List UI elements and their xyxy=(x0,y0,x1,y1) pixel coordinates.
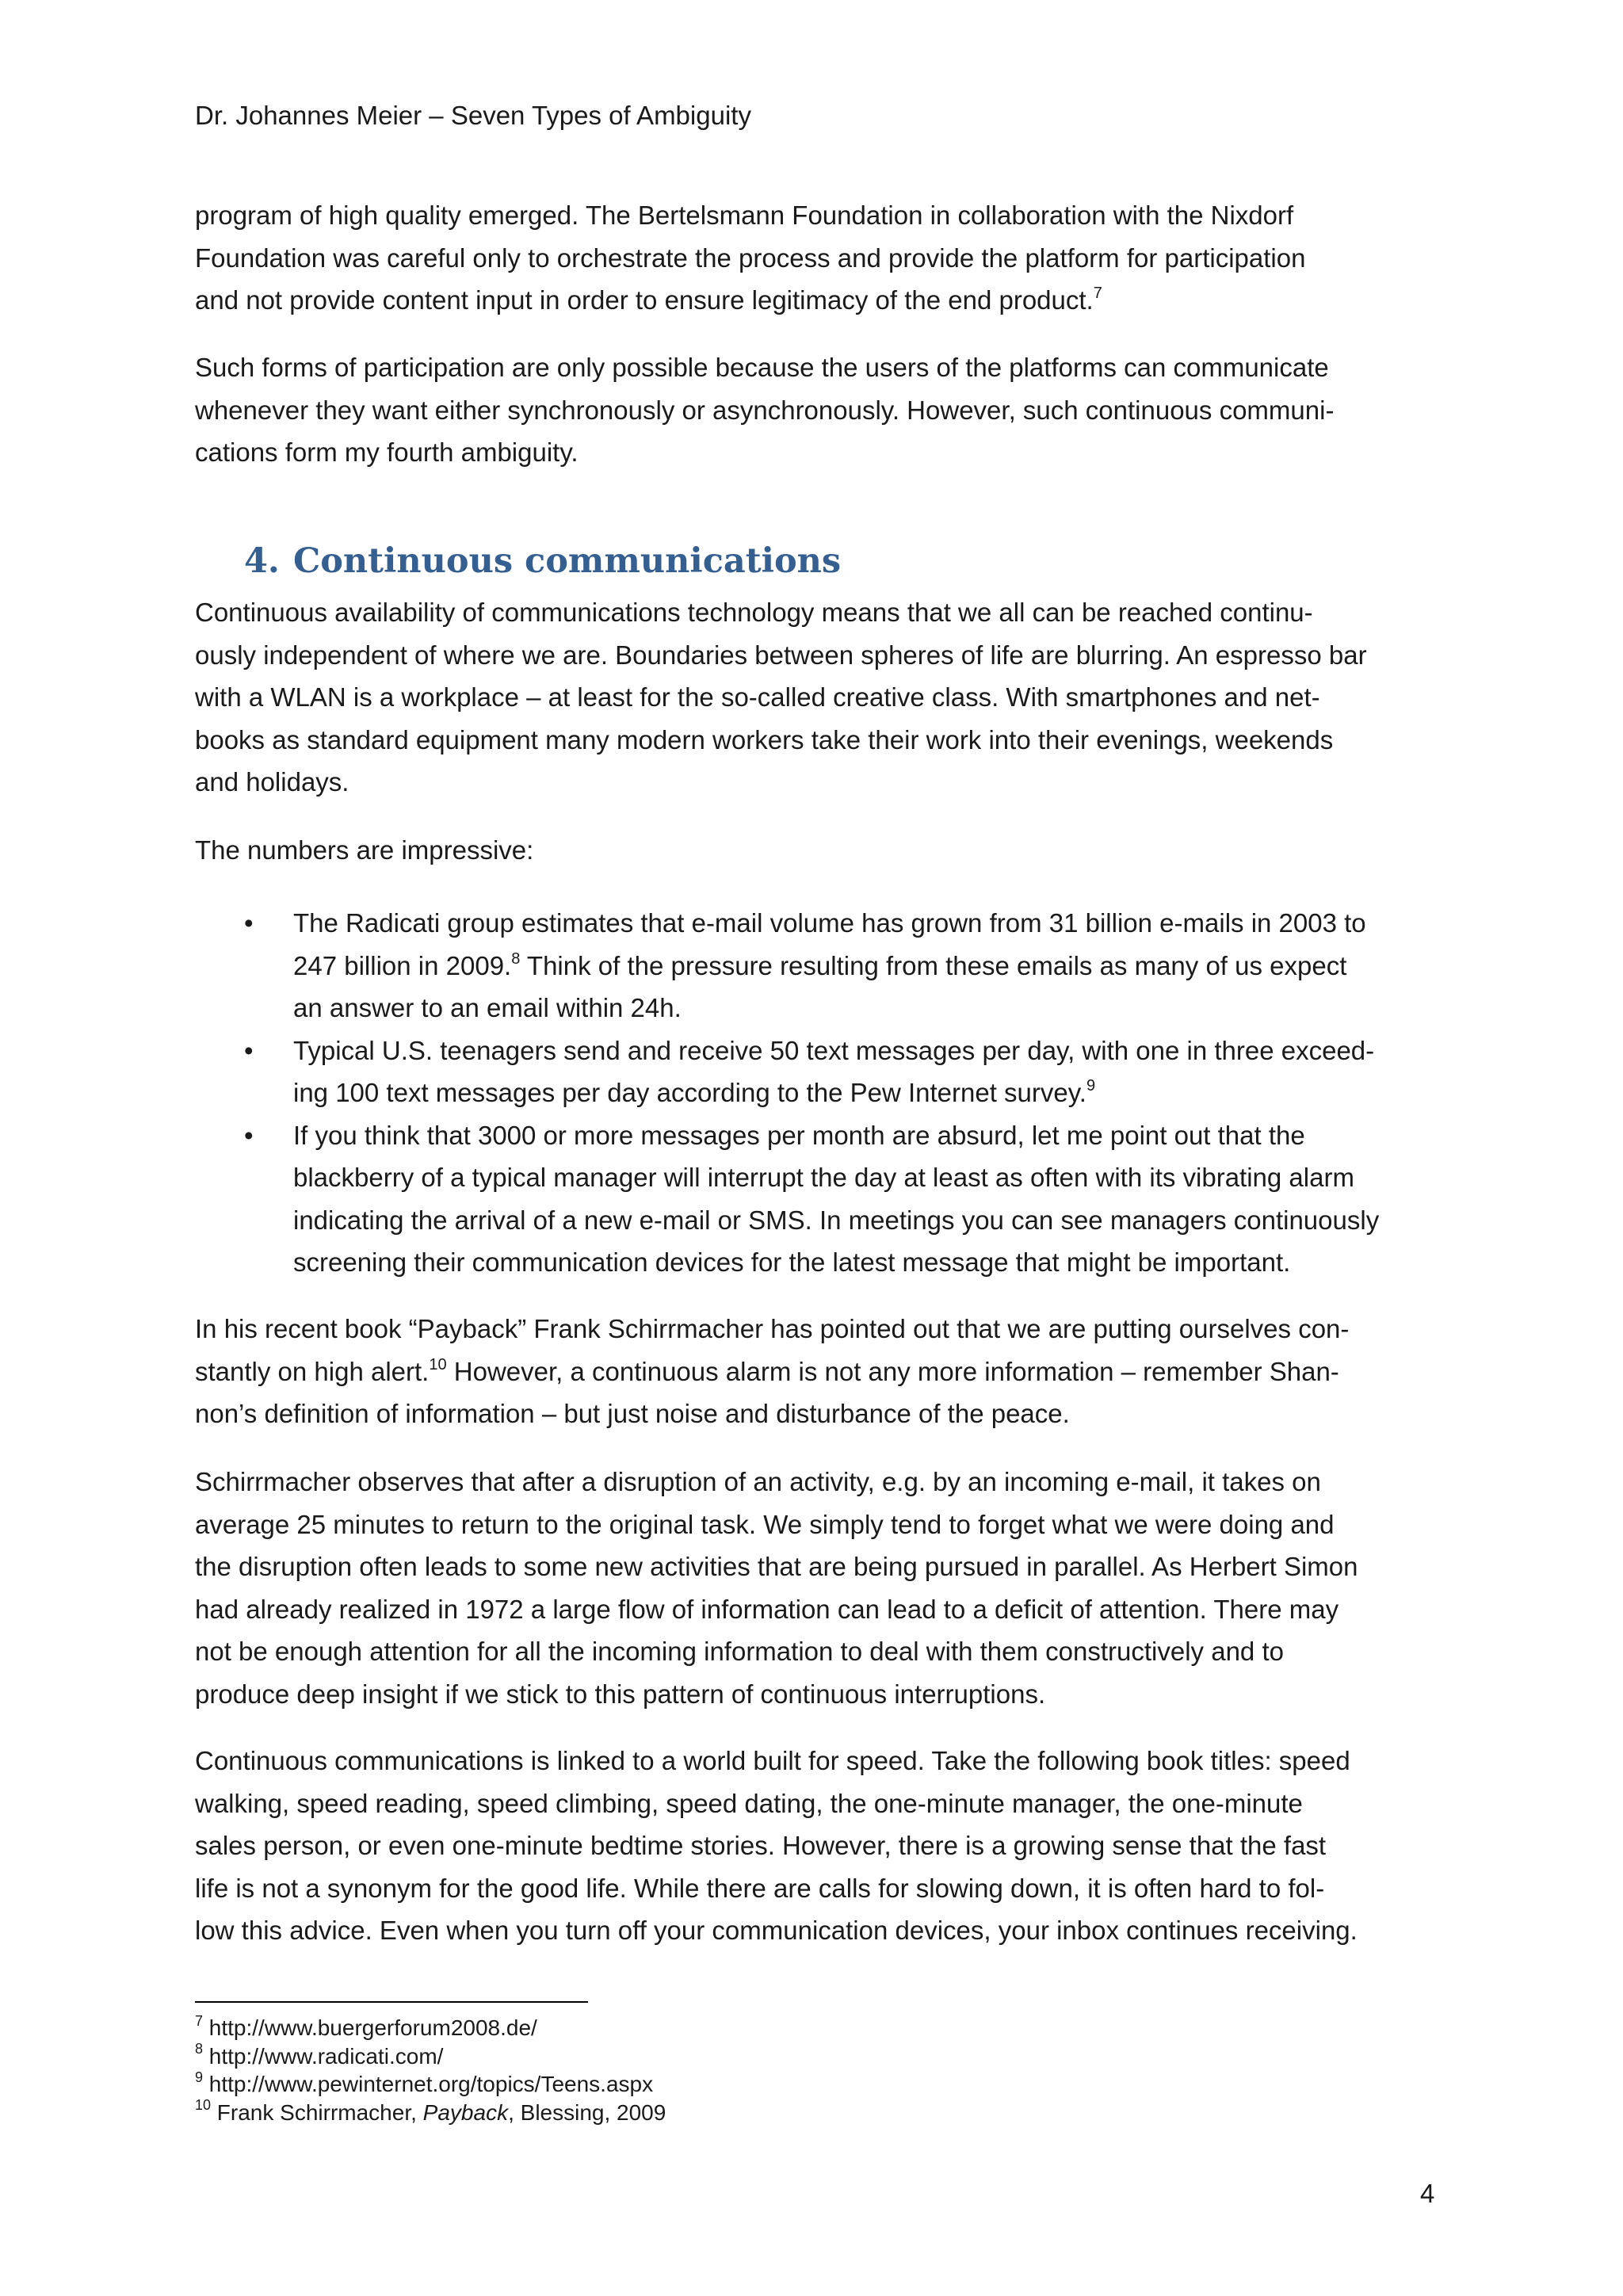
footnote-text: , Blessing, 2009 xyxy=(508,2099,666,2125)
footnote xyxy=(195,2070,666,2099)
text-run: and not provide content input in order to ensure legitimacy of the end product. xyxy=(195,285,1094,315)
text-line: Continuous availability of communications technology means that we all can be reached continu- xyxy=(195,598,1313,627)
bullet-icon: • xyxy=(244,908,254,938)
footnote xyxy=(195,2014,666,2042)
text-line: indicating the arrival of a new e-mail or SMS. In meetings you can see managers continuously xyxy=(293,1205,1380,1235)
text-line: screening their communication devices for the latest message that might be important. xyxy=(293,1247,1291,1277)
bullet-icon: • xyxy=(244,1120,254,1150)
paragraph xyxy=(195,1461,1439,1715)
text-line: The numbers are impressive: xyxy=(195,835,534,865)
footnote-ref: 9 xyxy=(1086,1077,1096,1095)
text-line: Schirrmacher observes that after a disruption of an activity, e.g. by an incoming e-mail, it takes on xyxy=(195,1467,1321,1496)
footnote-text: Frank Schirrmacher, xyxy=(211,2099,423,2125)
text-line: cations form my fourth ambiguity. xyxy=(195,437,579,467)
text-line xyxy=(293,1072,1439,1114)
text-line: program of high quality emerged. The Bertelsmann Foundation in collaboration with the Nixdorf xyxy=(195,201,1294,230)
section-title: Continuous communications xyxy=(293,541,842,581)
text-run: Think of the pressure resulting from these emails as many of us expect xyxy=(520,950,1347,980)
footnote xyxy=(195,2042,666,2071)
bullet-list xyxy=(195,902,1439,1284)
text-line: low this advice. Even when you turn off your communication devices, your inbox continues receiving. xyxy=(195,1916,1358,1945)
text-line: books as standard equipment many modern workers take their work into their evenings, weekends xyxy=(195,724,1334,755)
footnote-link[interactable]: http://www.pewinternet.org/topics/Teens.aspx xyxy=(203,2072,654,2096)
footnote-number: 9 xyxy=(195,2069,204,2085)
running-header: Dr. Johannes Meier – Seven Types of Ambiguity xyxy=(195,101,751,130)
footnote-ref: 10 xyxy=(429,1355,447,1373)
footnote-link[interactable]: http://www.buergerforum2008.de/ xyxy=(203,2015,537,2040)
footnote-ref: 8 xyxy=(511,949,521,968)
text-line: Such forms of participation are only possible because the users of the platforms can communicate xyxy=(195,353,1329,382)
paragraph xyxy=(195,1308,1439,1435)
footnote-book-title: Payback xyxy=(422,2099,509,2125)
bullet-icon: • xyxy=(244,1035,254,1065)
text-line: blackberry of a typical manager will interrupt the day at least as often with its vibrating alarm xyxy=(293,1163,1354,1192)
list-item xyxy=(195,1114,1439,1284)
text-run: However, a continuous alarm is not any more information – remember Shan- xyxy=(446,1356,1339,1386)
list-item xyxy=(195,1030,1439,1114)
text-line: In his recent book “Payback” Frank Schirrmacher has pointed out that we are putting ourselves con- xyxy=(195,1314,1350,1343)
paragraph xyxy=(195,829,1439,872)
footnote-link[interactable]: http://www.radicati.com/ xyxy=(203,2043,444,2069)
footnote xyxy=(195,2099,666,2127)
footnote-separator xyxy=(195,2001,588,2003)
text-run: 247 billion in 2009. xyxy=(293,950,512,980)
text-line: whenever they want either synchronously or asynchronously. However, such continuous communi- xyxy=(195,395,1335,425)
footnote-number: 10 xyxy=(195,2097,212,2114)
text-line: The Radicati group estimates that e-mail volume has grown from 31 billion e-mails in 2003 to xyxy=(293,908,1366,938)
footnote-number: 7 xyxy=(195,2012,204,2029)
text-line: Foundation was careful only to orchestrate the process and provide the platform for participation xyxy=(195,243,1306,273)
paragraph xyxy=(195,591,1439,804)
section-heading xyxy=(244,539,841,583)
text-line: life is not a synonym for the good life. While there are calls for slowing down, it is often hard to fol- xyxy=(195,1873,1325,1903)
text-run: ing 100 text messages per day according to the Pew Internet survey. xyxy=(293,1078,1086,1107)
text-run: stantly on high alert. xyxy=(195,1356,430,1386)
paragraph xyxy=(195,1740,1439,1952)
text-line: walking, speed reading, speed climbing, speed dating, the one-minute manager, the one-minute xyxy=(195,1788,1303,1818)
paragraph xyxy=(195,194,1439,322)
text-line: Continuous communications is linked to a world built for speed. Take the following book titles: speed xyxy=(195,1746,1350,1775)
text-line: the disruption often leads to some new activities that are being pursued in parallel. As Herbert Simon xyxy=(195,1552,1358,1581)
text-line: average 25 minutes to return to the original task. We simply tend to forget what we were doing and xyxy=(195,1509,1335,1539)
footnote-number: 8 xyxy=(195,2041,204,2057)
text-line: ously independent of where we are. Boundaries between spheres of life are blurring. An espresso bar xyxy=(195,640,1367,670)
text-line: and holidays. xyxy=(195,767,349,797)
page-number: 4 xyxy=(1420,2179,1435,2208)
text-line: non’s definition of information – but just noise and disturbance of the peace. xyxy=(195,1399,1070,1428)
text-line: with a WLAN is a workplace – at least for the so-called creative class. With smartphones and net- xyxy=(195,682,1320,712)
text-line: Typical U.S. teenagers send and receive 50 text messages per day, with one in three exceed- xyxy=(293,1035,1375,1065)
text-line: produce deep insight if we stick to this pattern of continuous interruptions. xyxy=(195,1679,1046,1709)
text-line: not be enough attention for all the incoming information to deal with them constructively and to xyxy=(195,1637,1284,1666)
text-line xyxy=(195,279,1439,322)
text-line: had already realized in 1972 a large flow of information can lead to a deficit of attention. There may xyxy=(195,1594,1339,1624)
footnotes xyxy=(195,2014,666,2126)
text-line: If you think that 3000 or more messages per month are absurd, let me point out that the xyxy=(293,1120,1305,1150)
text-line: an answer to an email within 24h. xyxy=(293,993,682,1022)
text-line xyxy=(195,1350,1439,1393)
paragraph xyxy=(195,346,1439,474)
list-item xyxy=(195,902,1439,1030)
text-line xyxy=(293,945,1439,988)
section-number: 4. xyxy=(244,541,280,581)
footnote-ref: 7 xyxy=(1093,285,1102,302)
text-line: sales person, or even one-minute bedtime stories. However, there is a growing sense that the fast xyxy=(195,1831,1327,1860)
